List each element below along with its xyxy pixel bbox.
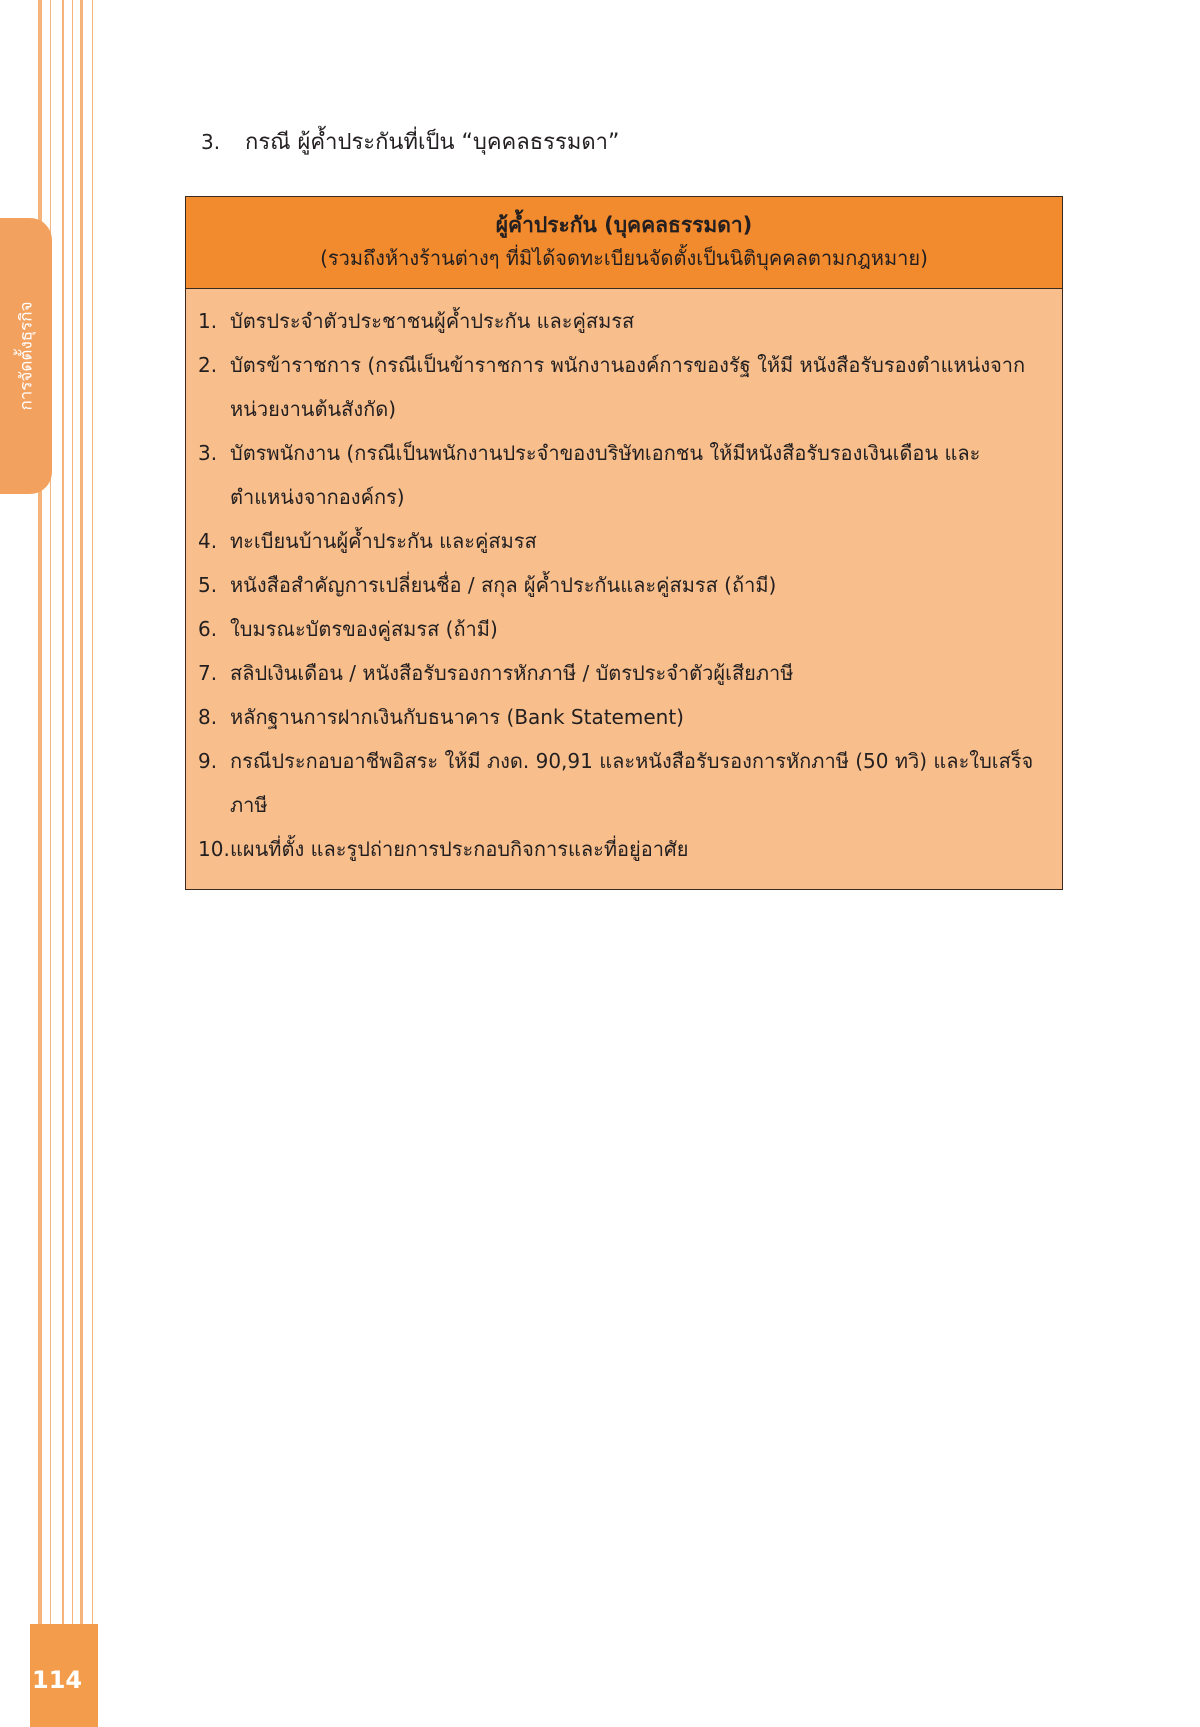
list-item-number: 1. (198, 309, 218, 333)
list-item (198, 827, 1044, 871)
table-header (186, 197, 1062, 289)
list-item (198, 739, 1044, 827)
list-item (198, 519, 1044, 563)
list-item-text: บัตรประจำตัวประชาชนผู้ค้ำประกัน และคู่สมรส (230, 309, 635, 333)
list-item-number: 3. (198, 441, 218, 465)
list-item-number: 2. (198, 353, 218, 377)
list-item-number: 7. (198, 661, 218, 685)
margin-line (80, 0, 83, 1727)
required-documents-table (185, 196, 1063, 890)
section-heading-text: กรณี ผู้ค้ำประกันที่เป็น “บุคคลธรรมดา” (245, 130, 620, 155)
list-item (198, 607, 1044, 651)
list-item (198, 695, 1044, 739)
list-item-text: แผนที่ตั้ง และรูปถ่ายการประกอบกิจการและที่อยู่อาศัย (230, 837, 689, 861)
list-item-number: 8. (198, 705, 218, 729)
list-item (198, 343, 1044, 431)
list-item-text: บัตรข้าราชการ (กรณีเป็นข้าราชการ พนักงานองค์การของรัฐ ให้มี หนังสือรับรองตำแหน่งจากหน่วยงานต้นสังกัด) (230, 353, 1026, 421)
section-number: 3. (201, 130, 221, 154)
list-item-text: กรณีประกอบอาชีพอิสระ ให้มี ภงด. 90,91 และหนังสือรับรองการหักภาษี (50 ทวิ) และใบเสร็จภาษี (230, 749, 1034, 817)
list-item (198, 431, 1044, 519)
list-item-text: หนังสือสำคัญการเปลี่ยนชื่อ / สกุล ผู้ค้ำประกันและคู่สมรส (ถ้ามี) (230, 573, 777, 597)
list-item-number: 5. (198, 573, 218, 597)
list-item-number: 9. (198, 749, 218, 773)
page-number: 114 (32, 1666, 83, 1694)
list-item-text: ใบมรณะบัตรของคู่สมรส (ถ้ามี) (230, 617, 498, 641)
section-heading (201, 124, 619, 159)
list-item-text: บัตรพนักงาน (กรณีเป็นพนักงานประจำของบริษัทเอกชน ให้มีหนังสือรับรองเงินเดือน และตำแหน่งจากองค์กร) (230, 441, 981, 509)
chapter-side-tab-label: การจัดตั้งธุรกิจ (16, 301, 37, 411)
margin-line (62, 0, 64, 1727)
list-item-text: หลักฐานการฝากเงินกับธนาคาร (Bank Statement) (230, 705, 684, 729)
list-item (198, 651, 1044, 695)
list-item-text: ทะเบียนบ้านผู้ค้ำประกัน และคู่สมรส (230, 529, 537, 553)
list-item (198, 299, 1044, 343)
table-title: ผู้ค้ำประกัน (บุคคลธรรมดา) (495, 213, 753, 237)
list-item-text: สลิปเงินเดือน / หนังสือรับรองการหักภาษี / บัตรประจำตัวผู้เสียภาษี (230, 661, 794, 685)
margin-line (92, 0, 93, 1727)
list-item-number: 6. (198, 617, 218, 641)
list-item-number: 10. (198, 837, 230, 861)
document-list (186, 289, 1062, 871)
list-item (198, 563, 1044, 607)
margin-line (72, 0, 73, 1727)
list-item-number: 4. (198, 529, 218, 553)
table-subtitle: (รวมถึงห้างร้านต่างๆ ที่มิได้จดทะเบียนจัดตั้งเป็นนิติบุคคลตามกฎหมาย) (320, 246, 928, 270)
